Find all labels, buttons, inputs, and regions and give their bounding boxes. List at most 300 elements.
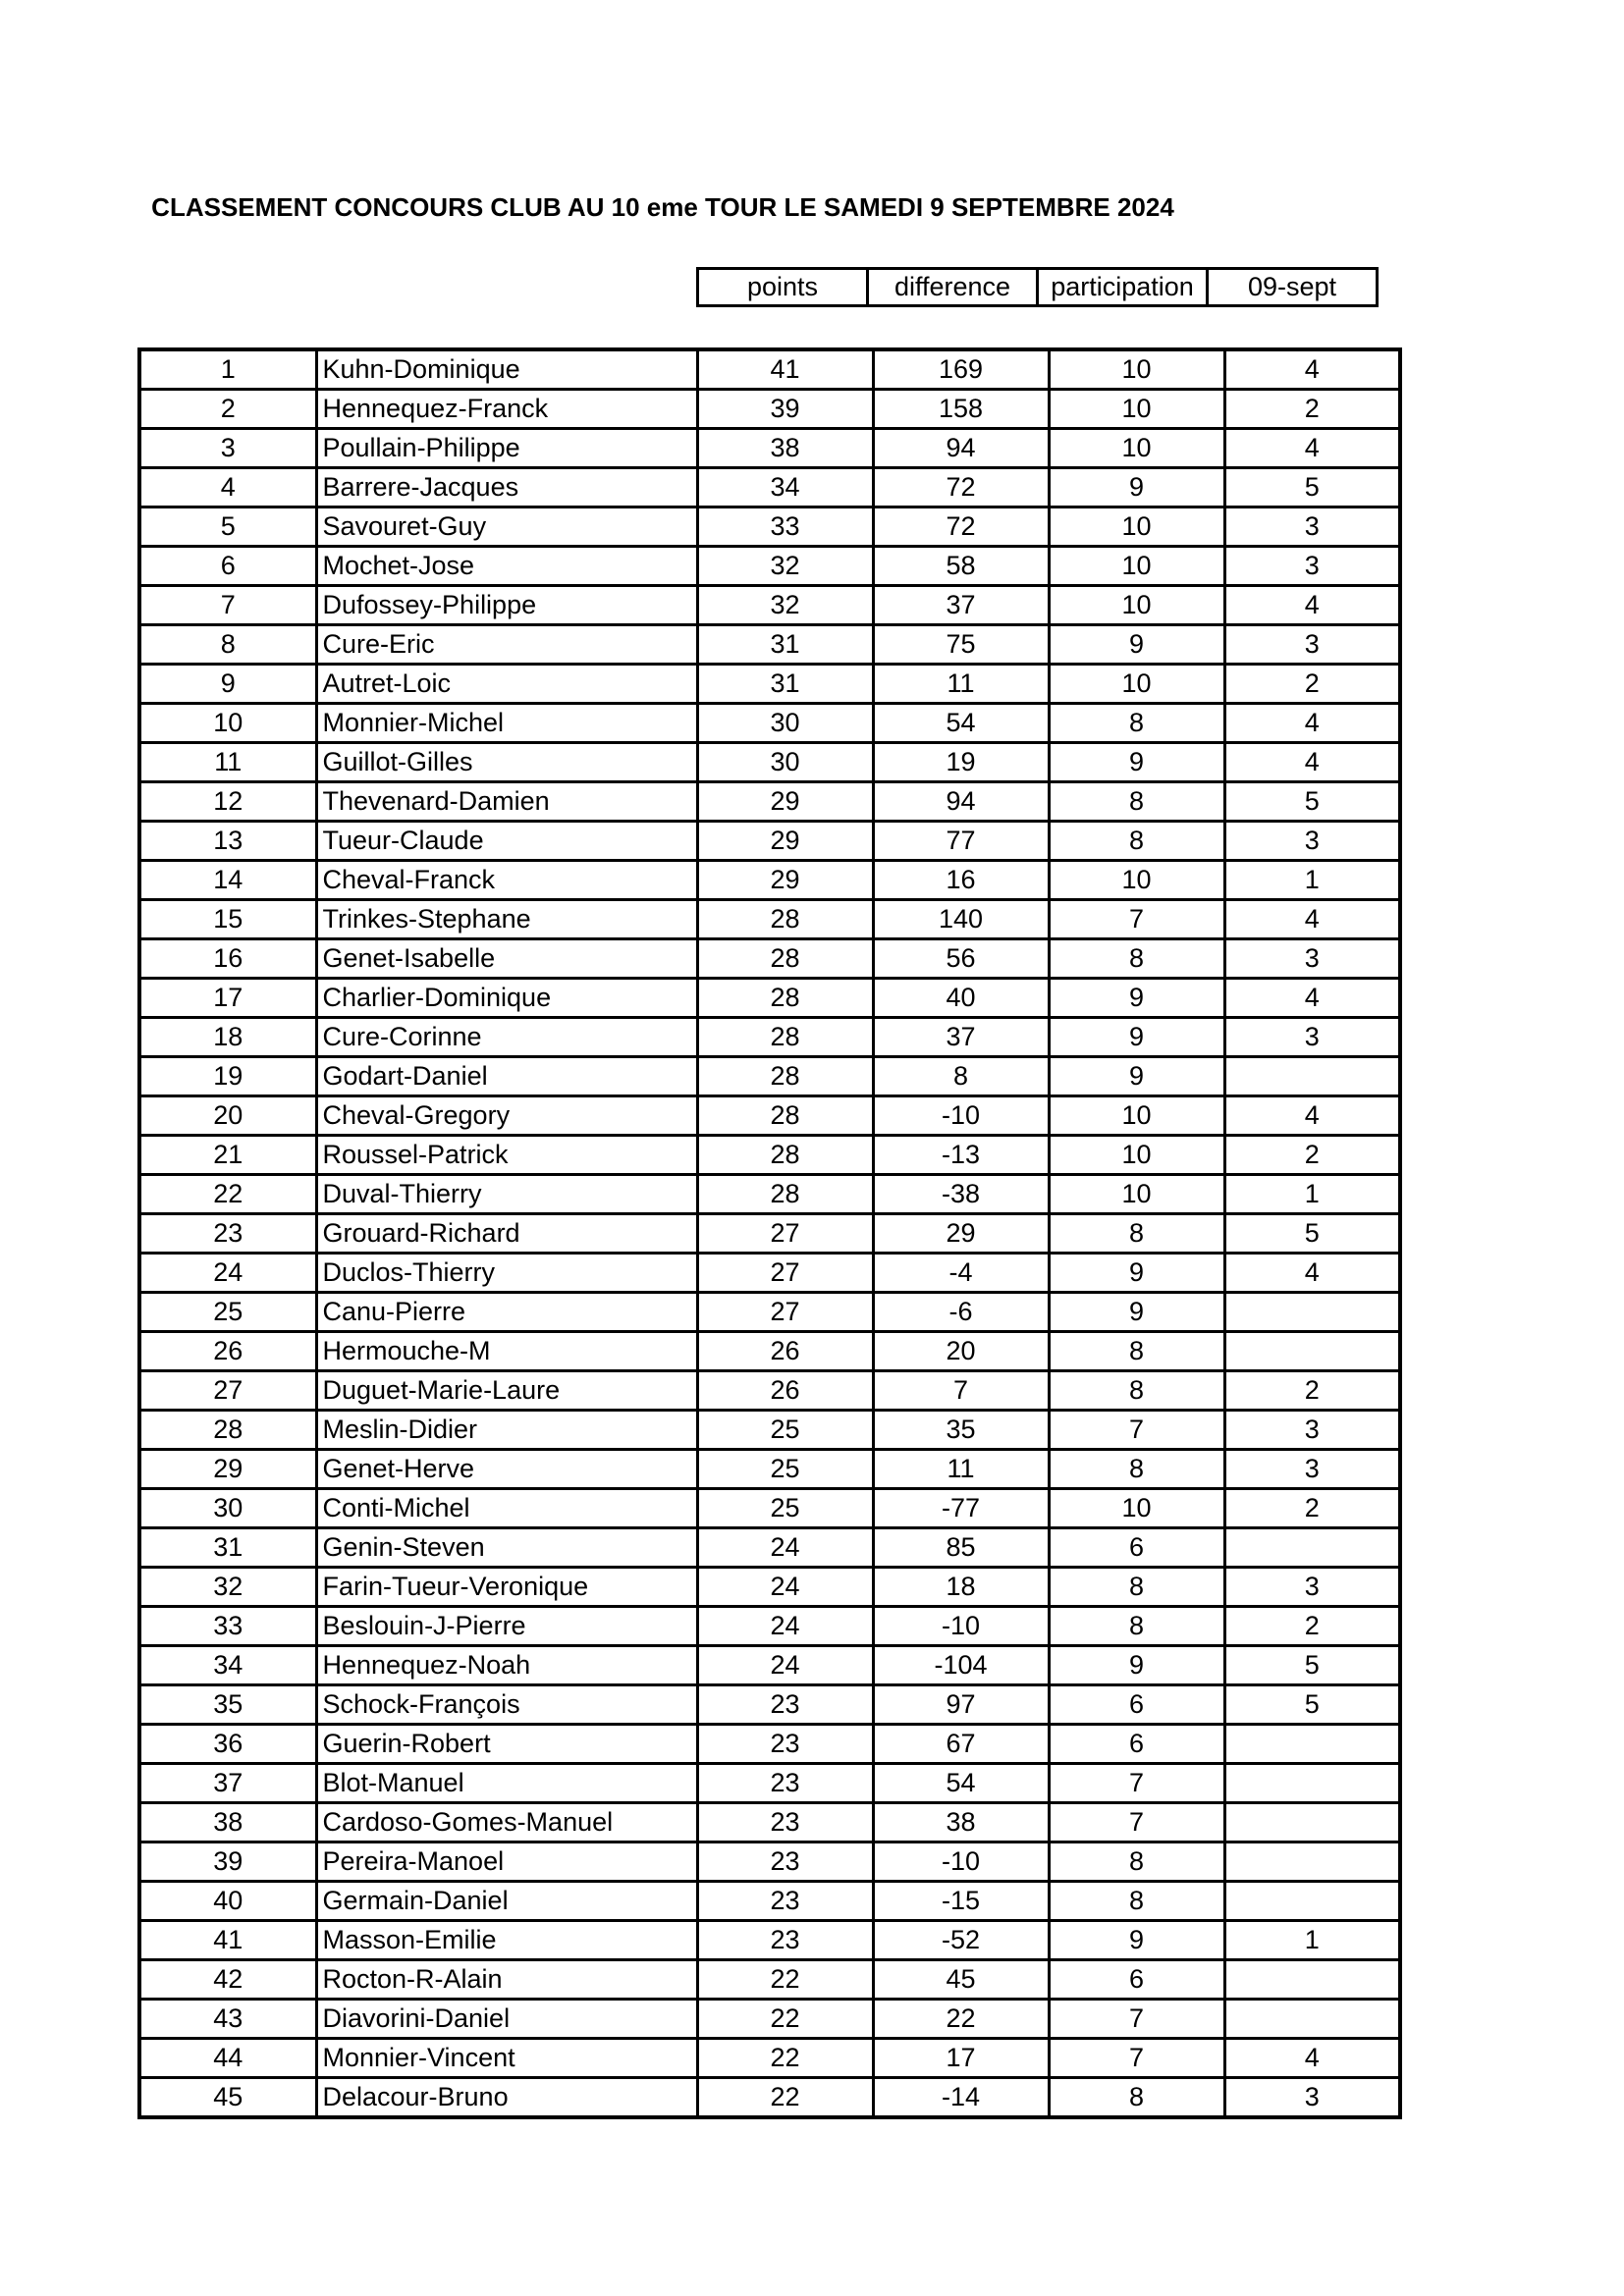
difference-cell: -10 [873,1607,1049,1646]
table-row [139,1214,1400,1254]
difference-cell: -14 [873,2078,1049,2118]
player-name-cell: Cheval-Franck [316,861,697,900]
date-score-cell: 4 [1224,429,1400,468]
difference-cell: -13 [873,1136,1049,1175]
participation-cell: 6 [1049,1528,1224,1568]
date-score-cell: 3 [1224,1411,1400,1450]
points-cell: 24 [697,1528,873,1568]
player-name-cell: Thevenard-Damien [316,782,697,822]
participation-cell: 9 [1049,1018,1224,1057]
points-cell: 27 [697,1214,873,1254]
rank-cell: 17 [139,979,316,1018]
player-name-cell: Genin-Steven [316,1528,697,1568]
table-row [139,665,1400,704]
participation-cell: 9 [1049,625,1224,665]
difference-cell: 140 [873,900,1049,939]
player-name-cell: Kuhn-Dominique [316,349,697,390]
participation-cell: 6 [1049,1725,1224,1764]
rank-cell: 25 [139,1293,316,1332]
table-row [139,1057,1400,1096]
difference-cell: -104 [873,1646,1049,1685]
rank-cell: 13 [139,822,316,861]
difference-cell: 72 [873,507,1049,547]
table-row [139,2039,1400,2078]
column-header-table [696,267,1379,307]
rank-cell: 1 [139,349,316,390]
player-name-cell: Hennequez-Franck [316,390,697,429]
difference-cell: 40 [873,979,1049,1018]
date-score-cell: 3 [1224,507,1400,547]
player-name-cell: Trinkes-Stephane [316,900,697,939]
points-cell: 22 [697,2000,873,2039]
participation-cell: 8 [1049,939,1224,979]
rank-cell: 19 [139,1057,316,1096]
date-score-cell: 4 [1224,900,1400,939]
table-row [139,743,1400,782]
player-name-cell: Charlier-Dominique [316,979,697,1018]
difference-cell: 17 [873,2039,1049,2078]
table-row [139,1960,1400,2000]
table-row [139,507,1400,547]
rank-cell: 7 [139,586,316,625]
points-cell: 22 [697,2039,873,2078]
rank-cell: 40 [139,1882,316,1921]
points-cell: 30 [697,704,873,743]
date-score-cell: 4 [1224,349,1400,390]
participation-cell: 10 [1049,507,1224,547]
date-score-cell: 2 [1224,1371,1400,1411]
points-cell: 31 [697,665,873,704]
player-name-cell: Meslin-Didier [316,1411,697,1450]
player-name-cell: Genet-Herve [316,1450,697,1489]
difference-cell: -4 [873,1254,1049,1293]
date-score-cell: 5 [1224,782,1400,822]
table-row [139,861,1400,900]
table-row [139,1371,1400,1411]
date-score-cell [1224,1528,1400,1568]
difference-cell: 8 [873,1057,1049,1096]
rank-cell: 35 [139,1685,316,1725]
table-row [139,1685,1400,1725]
date-score-cell: 2 [1224,1607,1400,1646]
rank-cell: 18 [139,1018,316,1057]
participation-cell: 7 [1049,1411,1224,1450]
participation-cell: 9 [1049,468,1224,507]
rank-cell: 31 [139,1528,316,1568]
date-score-cell: 2 [1224,665,1400,704]
ranking-table [137,347,1402,2119]
date-score-cell: 5 [1224,1685,1400,1725]
header-date: 09-sept [1208,269,1378,306]
date-score-cell [1224,1057,1400,1096]
player-name-cell: Guillot-Gilles [316,743,697,782]
table-row [139,1175,1400,1214]
difference-cell: -38 [873,1175,1049,1214]
player-name-cell: Conti-Michel [316,1489,697,1528]
player-name-cell: Duclos-Thierry [316,1254,697,1293]
date-score-cell [1224,1842,1400,1882]
header-points: points [698,269,868,306]
table-row [139,429,1400,468]
difference-cell: 97 [873,1685,1049,1725]
difference-cell: 75 [873,625,1049,665]
rank-cell: 22 [139,1175,316,1214]
date-score-cell [1224,1293,1400,1332]
participation-cell: 10 [1049,665,1224,704]
points-cell: 38 [697,429,873,468]
participation-cell: 9 [1049,1254,1224,1293]
date-score-cell: 5 [1224,1214,1400,1254]
difference-cell: -15 [873,1882,1049,1921]
difference-cell: 11 [873,1450,1049,1489]
table-row [139,822,1400,861]
participation-cell: 9 [1049,743,1224,782]
difference-cell: 72 [873,468,1049,507]
points-cell: 34 [697,468,873,507]
date-score-cell: 3 [1224,625,1400,665]
participation-cell: 10 [1049,1096,1224,1136]
table-row [139,782,1400,822]
difference-cell: 158 [873,390,1049,429]
player-name-cell: Cheval-Gregory [316,1096,697,1136]
points-cell: 27 [697,1254,873,1293]
player-name-cell: Barrere-Jacques [316,468,697,507]
player-name-cell: Diavorini-Daniel [316,2000,697,2039]
participation-cell: 10 [1049,349,1224,390]
points-cell: 28 [697,1018,873,1057]
player-name-cell: Rocton-R-Alain [316,1960,697,2000]
participation-cell: 7 [1049,1764,1224,1803]
player-name-cell: Hermouche-M [316,1332,697,1371]
player-name-cell: Savouret-Guy [316,507,697,547]
date-score-cell: 3 [1224,2078,1400,2118]
points-cell: 24 [697,1607,873,1646]
date-score-cell: 3 [1224,547,1400,586]
date-score-cell: 3 [1224,1450,1400,1489]
difference-cell: 37 [873,1018,1049,1057]
participation-cell: 8 [1049,1450,1224,1489]
player-name-cell: Roussel-Patrick [316,1136,697,1175]
date-score-cell [1224,1764,1400,1803]
participation-cell: 10 [1049,1175,1224,1214]
date-score-cell [1224,1960,1400,2000]
date-score-cell [1224,1803,1400,1842]
player-name-cell: Monnier-Michel [316,704,697,743]
player-name-cell: Monnier-Vincent [316,2039,697,2078]
points-cell: 33 [697,507,873,547]
participation-cell: 10 [1049,429,1224,468]
participation-cell: 10 [1049,1136,1224,1175]
participation-cell: 6 [1049,1685,1224,1725]
participation-cell: 8 [1049,782,1224,822]
rank-cell: 11 [139,743,316,782]
date-score-cell: 4 [1224,743,1400,782]
points-cell: 39 [697,390,873,429]
points-cell: 23 [697,1685,873,1725]
player-name-cell: Cure-Corinne [316,1018,697,1057]
difference-cell: -77 [873,1489,1049,1528]
points-cell: 32 [697,547,873,586]
difference-cell: 54 [873,1764,1049,1803]
rank-cell: 28 [139,1411,316,1450]
date-score-cell [1224,1725,1400,1764]
difference-cell: 35 [873,1411,1049,1450]
table-row [139,704,1400,743]
table-row [139,1607,1400,1646]
player-name-cell: Delacour-Bruno [316,2078,697,2118]
table-row [139,1411,1400,1450]
table-row [139,2078,1400,2118]
points-cell: 28 [697,979,873,1018]
player-name-cell: Canu-Pierre [316,1293,697,1332]
difference-cell: 16 [873,861,1049,900]
date-score-cell: 2 [1224,1489,1400,1528]
date-score-cell: 3 [1224,1018,1400,1057]
participation-cell: 9 [1049,1057,1224,1096]
difference-cell: -6 [873,1293,1049,1332]
table-row [139,1018,1400,1057]
rank-cell: 45 [139,2078,316,2118]
difference-cell: 58 [873,547,1049,586]
participation-cell: 7 [1049,1803,1224,1842]
rank-cell: 44 [139,2039,316,2078]
table-row [139,1842,1400,1882]
player-name-cell: Guerin-Robert [316,1725,697,1764]
rank-cell: 4 [139,468,316,507]
points-cell: 26 [697,1371,873,1411]
difference-cell: -10 [873,1842,1049,1882]
points-cell: 28 [697,939,873,979]
points-cell: 23 [697,1803,873,1842]
date-score-cell: 5 [1224,1646,1400,1685]
participation-cell: 9 [1049,1293,1224,1332]
player-name-cell: Hennequez-Noah [316,1646,697,1685]
participation-cell: 10 [1049,1489,1224,1528]
rank-cell: 2 [139,390,316,429]
participation-cell: 9 [1049,1646,1224,1685]
date-score-cell: 2 [1224,390,1400,429]
difference-cell: 19 [873,743,1049,782]
table-row [139,468,1400,507]
participation-cell: 7 [1049,2039,1224,2078]
player-name-cell: Dufossey-Philippe [316,586,697,625]
table-row [139,1136,1400,1175]
difference-cell: -52 [873,1921,1049,1960]
participation-cell: 6 [1049,1960,1224,2000]
table-row [139,1725,1400,1764]
player-name-cell: Masson-Emilie [316,1921,697,1960]
difference-cell: 169 [873,349,1049,390]
date-score-cell: 2 [1224,1136,1400,1175]
player-name-cell: Mochet-Jose [316,547,697,586]
difference-cell: 94 [873,429,1049,468]
points-cell: 22 [697,1960,873,2000]
rank-cell: 3 [139,429,316,468]
points-cell: 31 [697,625,873,665]
points-cell: 23 [697,1921,873,1960]
player-name-cell: Genet-Isabelle [316,939,697,979]
table-row [139,2000,1400,2039]
participation-cell: 8 [1049,1882,1224,1921]
date-score-cell: 4 [1224,1254,1400,1293]
table-row [139,586,1400,625]
table-row [139,1764,1400,1803]
difference-cell: 77 [873,822,1049,861]
rank-cell: 12 [139,782,316,822]
points-cell: 41 [697,349,873,390]
participation-cell: 7 [1049,900,1224,939]
points-cell: 23 [697,1764,873,1803]
participation-cell: 8 [1049,1332,1224,1371]
difference-cell: 22 [873,2000,1049,2039]
table-row [139,349,1400,390]
date-score-cell: 4 [1224,704,1400,743]
rank-cell: 15 [139,900,316,939]
player-name-cell: Cardoso-Gomes-Manuel [316,1803,697,1842]
rank-cell: 14 [139,861,316,900]
points-cell: 23 [697,1725,873,1764]
rank-cell: 8 [139,625,316,665]
date-score-cell: 4 [1224,586,1400,625]
rank-cell: 30 [139,1489,316,1528]
rank-cell: 36 [139,1725,316,1764]
player-name-cell: Pereira-Manoel [316,1842,697,1882]
date-score-cell [1224,2000,1400,2039]
rank-cell: 43 [139,2000,316,2039]
table-row [139,1646,1400,1685]
rank-cell: 41 [139,1921,316,1960]
header-row [698,269,1378,306]
difference-cell: 29 [873,1214,1049,1254]
difference-cell: 7 [873,1371,1049,1411]
rank-cell: 16 [139,939,316,979]
participation-cell: 8 [1049,1568,1224,1607]
rank-cell: 33 [139,1607,316,1646]
rank-cell: 29 [139,1450,316,1489]
points-cell: 24 [697,1646,873,1685]
points-cell: 29 [697,822,873,861]
player-name-cell: Godart-Daniel [316,1057,697,1096]
difference-cell: 54 [873,704,1049,743]
table-row [139,939,1400,979]
table-row [139,1450,1400,1489]
player-name-cell: Duguet-Marie-Laure [316,1371,697,1411]
points-cell: 28 [697,1175,873,1214]
participation-cell: 8 [1049,2078,1224,2118]
date-score-cell [1224,1332,1400,1371]
table-row [139,1882,1400,1921]
points-cell: 22 [697,2078,873,2118]
table-row [139,979,1400,1018]
date-score-cell: 3 [1224,822,1400,861]
date-score-cell: 1 [1224,1175,1400,1214]
table-row [139,625,1400,665]
difference-cell: 18 [873,1568,1049,1607]
rank-cell: 39 [139,1842,316,1882]
rank-cell: 5 [139,507,316,547]
difference-cell: -10 [873,1096,1049,1136]
header-participation: participation [1038,269,1208,306]
participation-cell: 8 [1049,1371,1224,1411]
table-row [139,1489,1400,1528]
table-row [139,390,1400,429]
player-name-cell: Autret-Loic [316,665,697,704]
player-name-cell: Duval-Thierry [316,1175,697,1214]
table-row [139,547,1400,586]
points-cell: 29 [697,782,873,822]
player-name-cell: Farin-Tueur-Veronique [316,1568,697,1607]
table-row [139,1096,1400,1136]
table-row [139,1568,1400,1607]
rank-cell: 24 [139,1254,316,1293]
difference-cell: 56 [873,939,1049,979]
player-name-cell: Germain-Daniel [316,1882,697,1921]
points-cell: 28 [697,1136,873,1175]
table-row [139,1293,1400,1332]
table-row [139,1254,1400,1293]
points-cell: 29 [697,861,873,900]
participation-cell: 8 [1049,1214,1224,1254]
date-score-cell: 3 [1224,939,1400,979]
points-cell: 27 [697,1293,873,1332]
participation-cell: 10 [1049,390,1224,429]
participation-cell: 10 [1049,547,1224,586]
points-cell: 30 [697,743,873,782]
difference-cell: 11 [873,665,1049,704]
rank-cell: 27 [139,1371,316,1411]
points-cell: 28 [697,1057,873,1096]
date-score-cell: 4 [1224,2039,1400,2078]
player-name-cell: Cure-Eric [316,625,697,665]
points-cell: 26 [697,1332,873,1371]
table-row [139,1528,1400,1568]
participation-cell: 8 [1049,822,1224,861]
participation-cell: 10 [1049,586,1224,625]
player-name-cell: Poullain-Philippe [316,429,697,468]
date-score-cell: 4 [1224,979,1400,1018]
player-name-cell: Grouard-Richard [316,1214,697,1254]
player-name-cell: Tueur-Claude [316,822,697,861]
difference-cell: 45 [873,1960,1049,2000]
table-row [139,1332,1400,1371]
table-row [139,900,1400,939]
rank-cell: 20 [139,1096,316,1136]
rank-cell: 6 [139,547,316,586]
participation-cell: 9 [1049,1921,1224,1960]
date-score-cell: 4 [1224,1096,1400,1136]
difference-cell: 85 [873,1528,1049,1568]
date-score-cell: 5 [1224,468,1400,507]
table-row [139,1921,1400,1960]
points-cell: 23 [697,1882,873,1921]
participation-cell: 7 [1049,2000,1224,2039]
date-score-cell: 1 [1224,1921,1400,1960]
difference-cell: 20 [873,1332,1049,1371]
rank-cell: 26 [139,1332,316,1371]
header-difference: difference [868,269,1038,306]
difference-cell: 38 [873,1803,1049,1842]
rank-cell: 23 [139,1214,316,1254]
points-cell: 28 [697,1096,873,1136]
rank-cell: 37 [139,1764,316,1803]
ranking-table-body [139,349,1400,2117]
table-row [139,1803,1400,1842]
rank-cell: 42 [139,1960,316,2000]
rank-cell: 21 [139,1136,316,1175]
points-cell: 24 [697,1568,873,1607]
points-cell: 25 [697,1411,873,1450]
date-score-cell: 3 [1224,1568,1400,1607]
